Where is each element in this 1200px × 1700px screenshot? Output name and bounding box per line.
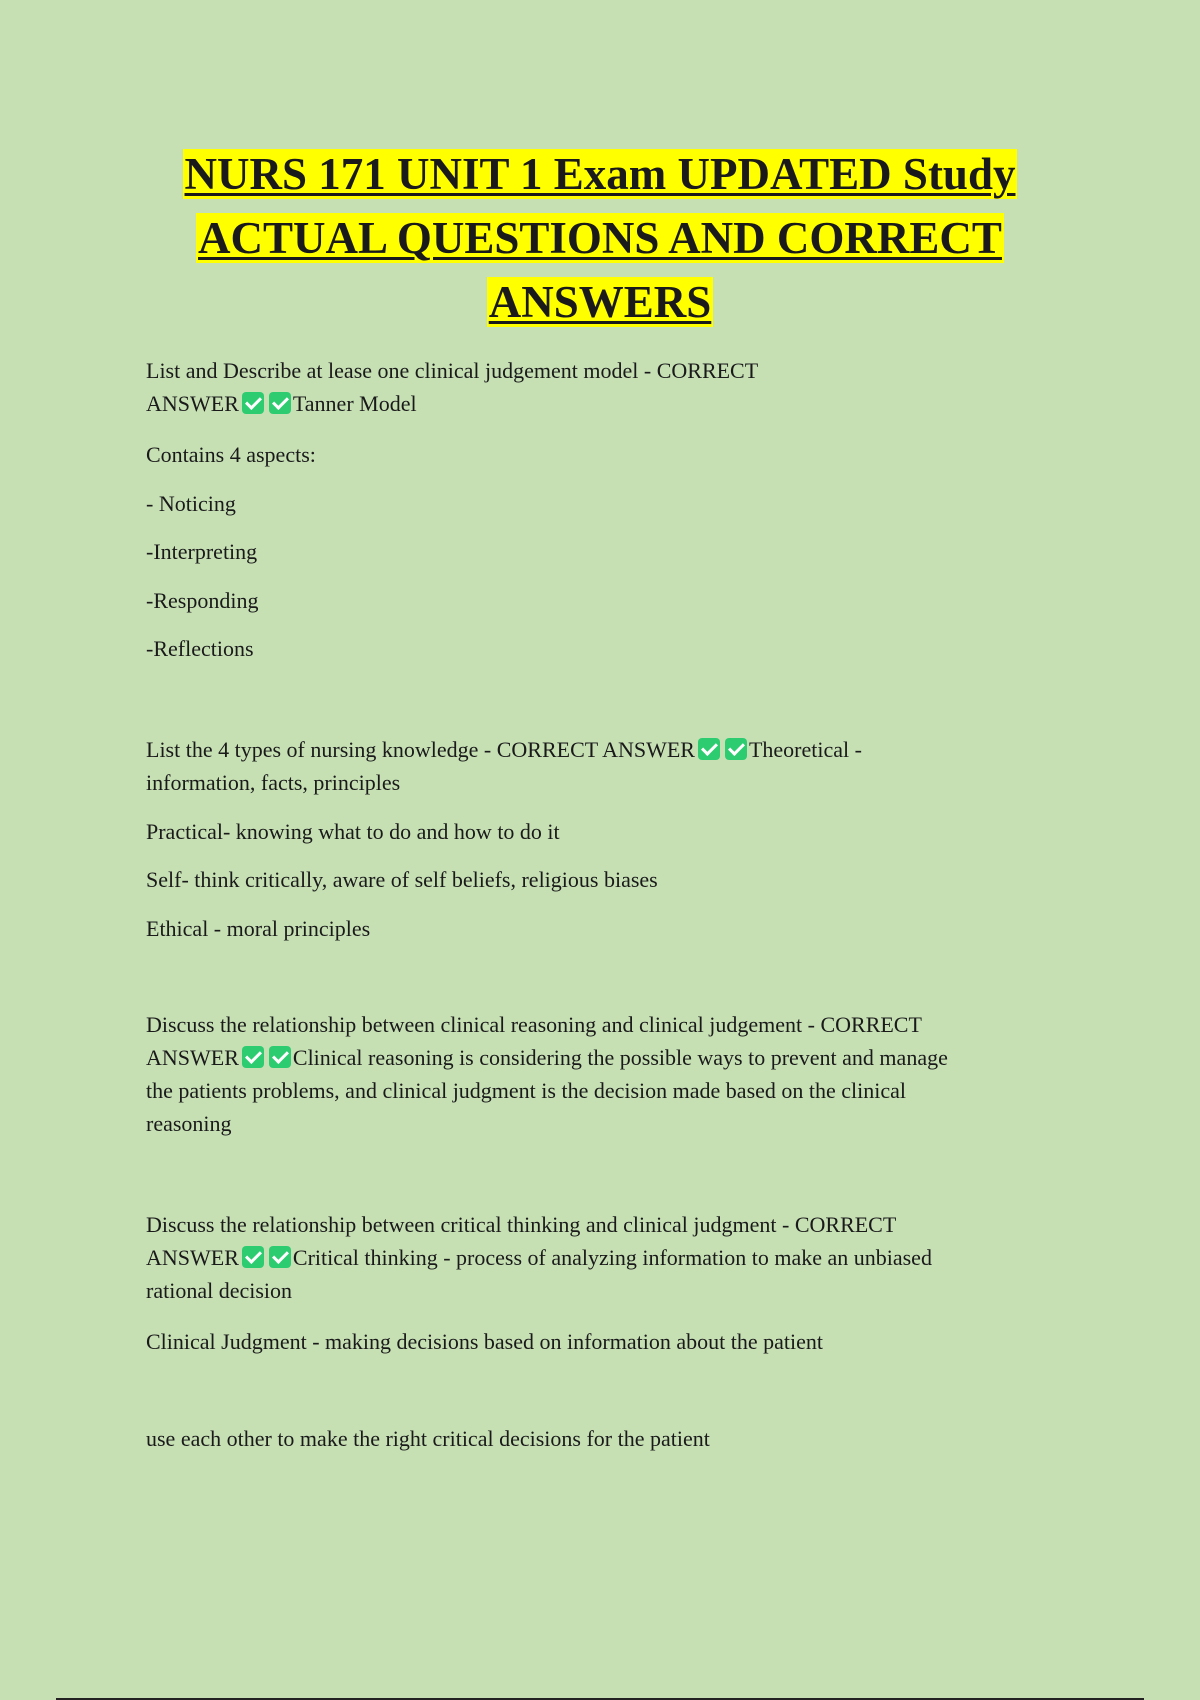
answer-4-detail: Clinical Judgment - making decisions based on information about the patient: [146, 1329, 823, 1354]
check-box-icon: [269, 392, 291, 414]
question-2-text: List the 4 types of nursing knowledge - CORRECT ANSWER: [146, 737, 695, 762]
question-4: [146, 1208, 1046, 1307]
answer-1-detail: -Interpreting: [146, 539, 258, 564]
question-3-text-a: Discuss the relationship between clinical reasoning and clinical judgement - CORRECT: [146, 1012, 922, 1037]
answer-2-text-b: information, facts, principles: [146, 770, 401, 795]
answer-3-text-c: reasoning: [146, 1111, 232, 1136]
check-box-icon: [242, 1246, 264, 1268]
check-box-icon: [698, 738, 720, 760]
answer-1-detail: - Noticing: [146, 491, 236, 516]
question-2: [146, 733, 1046, 799]
answer-2-detail: Ethical - moral principles: [146, 916, 371, 941]
question-3-text-b: ANSWER: [146, 1045, 239, 1070]
answer-3-text-a: Clinical reasoning is considering the possible ways to prevent and manage: [292, 1045, 948, 1070]
question-1: [146, 354, 1046, 420]
document-title: [120, 142, 1080, 334]
answer-4-detail: use each other to make the right critical decisions for the patient: [146, 1426, 710, 1451]
answer-2-text-a: Theoretical -: [748, 737, 862, 762]
check-box-icon: [269, 1046, 291, 1068]
title-line-1: NURS 171 UNIT 1 Exam UPDATED Study: [184, 149, 1016, 199]
answer-1-detail: -Reflections: [146, 636, 254, 661]
title-line-3: ANSWERS: [488, 277, 712, 327]
title-line-2: ACTUAL QUESTIONS AND CORRECT: [198, 213, 1002, 263]
answer-1-text: Tanner Model: [292, 391, 417, 416]
answer-1-detail: -Responding: [146, 588, 259, 613]
answer-4-text-a: Critical thinking - process of analyzing information to make an unbiased: [292, 1245, 932, 1270]
question-4-text-b: ANSWER: [146, 1245, 239, 1270]
question-3: [146, 1008, 1046, 1140]
answer-4-text-b: rational decision: [146, 1278, 293, 1303]
answer-2-detail: Self- think critically, aware of self beliefs, religious biases: [146, 867, 658, 892]
check-box-icon: [242, 392, 264, 414]
check-box-icon: [269, 1246, 291, 1268]
answer-3-text-b: the patients problems, and clinical judgment is the decision made based on the clinical: [146, 1078, 907, 1103]
question-1-text-a: List and Describe at lease one clinical judgement model - CORRECT: [146, 358, 759, 383]
question-4-text-a: Discuss the relationship between critical thinking and clinical judgment - CORRECT: [146, 1212, 897, 1237]
answer-1-detail: Contains 4 aspects:: [146, 442, 316, 467]
answer-2-detail: Practical- knowing what to do and how to do it: [146, 819, 560, 844]
question-1-text-b: ANSWER: [146, 391, 239, 416]
check-box-icon: [242, 1046, 264, 1068]
check-box-icon: [725, 738, 747, 760]
